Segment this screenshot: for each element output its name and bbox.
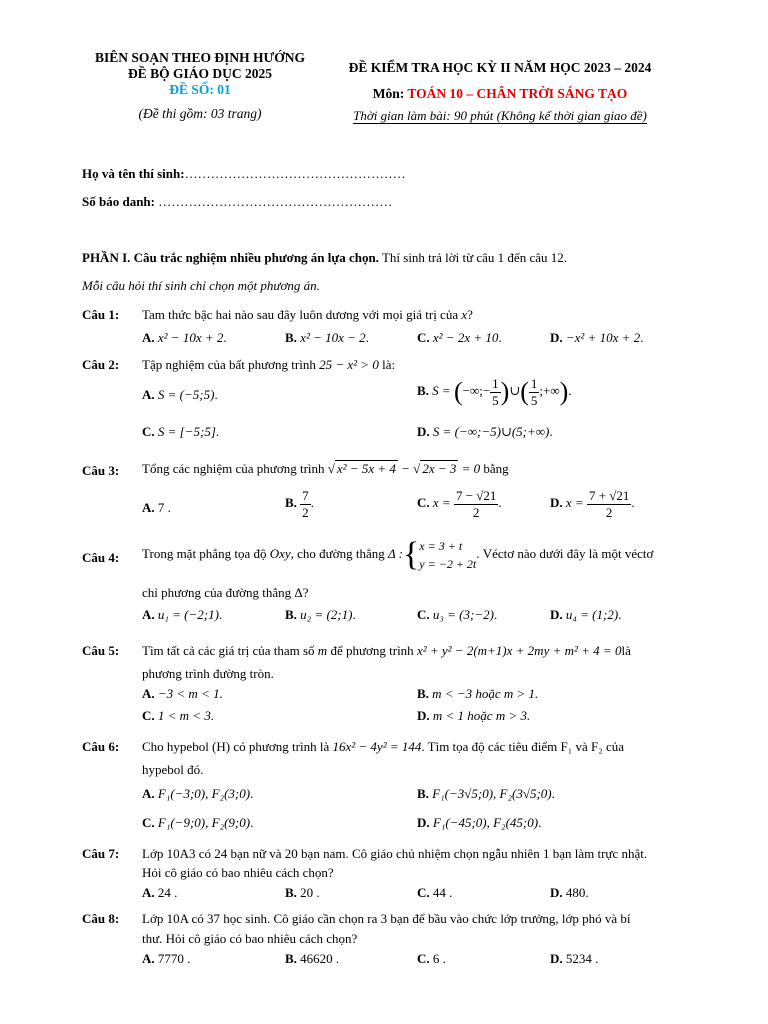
student-id-dots[interactable]: ……………………………………………… xyxy=(158,194,393,209)
subject-label: Môn: xyxy=(372,86,408,101)
q1-option-a[interactable]: A. x² − 10x + 2. xyxy=(142,330,227,345)
q2-label: Câu 2: xyxy=(82,357,120,372)
student-id-line xyxy=(82,194,392,210)
q7-label: Câu 7: xyxy=(82,846,120,861)
q6-option-b[interactable]: B. F₁(−3√5;0), F₂(3√5;0). xyxy=(417,786,555,801)
q4-text: Trong mặt phẳng tọa độ Oxy, cho đường thẳng Δ :{x = 3 + t y = −2 + 2t. Véctơ nào dưới đây là một véctơ xyxy=(142,536,654,573)
exam-code: ĐỀ SỐ: 01 xyxy=(169,82,231,97)
student-name-label: Họ và tên thí sinh: xyxy=(82,166,185,181)
q4-option-a[interactable]: A. u₁ = (−2;1). xyxy=(142,607,223,622)
q7-option-d[interactable]: D. 480. xyxy=(550,885,589,900)
q6-option-a[interactable]: A. F₁(−3;0), F₂(3;0). xyxy=(142,786,254,801)
q5-text-cont: phương trình đường tròn. xyxy=(142,666,274,681)
q4-option-c[interactable]: C. u₃ = (3;−2). xyxy=(417,607,498,622)
q2-text: Tập nghiệm của bất phương trình 25 − x² > 0 là: xyxy=(142,357,396,372)
q5-option-d[interactable]: D. m < 1 hoặc m > 3. xyxy=(417,708,531,723)
q8-option-c[interactable]: C. 6 . xyxy=(417,951,446,966)
q7-text-cont: Hỏi cô giáo có bao nhiêu cách chọn? xyxy=(142,865,334,880)
q4-label: Câu 4: xyxy=(82,550,120,565)
q8-option-a[interactable]: A. 7770 . xyxy=(142,951,191,966)
q6-option-d[interactable]: D. F₁(−45;0), F₂(45;0). xyxy=(417,815,542,830)
q8-option-d[interactable]: D. 5234 . xyxy=(550,951,599,966)
student-name-dots[interactable]: …………………………………………… xyxy=(184,166,406,181)
q2-option-a[interactable]: A. S = (−5;5). xyxy=(142,387,218,402)
q1-text: Tam thức bậc hai nào sau đây luôn dương với mọi giá trị của x? xyxy=(142,307,473,322)
q4-text-cont: chỉ phương của đường thẳng Δ? xyxy=(142,585,309,600)
q5-option-a[interactable]: A. −3 < m < 1. xyxy=(142,686,223,701)
q7-option-c[interactable]: C. 44 . xyxy=(417,885,453,900)
q1-option-d[interactable]: D. −x² + 10x + 2. xyxy=(550,330,644,345)
q5-label: Câu 5: xyxy=(82,643,120,658)
q5-option-c[interactable]: C. 1 < m < 3. xyxy=(142,708,215,723)
q2-option-b[interactable]: B. S = (−∞;− $\frac{1}{5}$ )∪( $\frac{1}{5}$ ;+∞). xyxy=(417,376,572,408)
q4-option-d[interactable]: D. u₄ = (1;2). xyxy=(550,607,622,622)
header-left xyxy=(70,50,330,122)
pages-note: (Đề thi gồm: 03 trang) xyxy=(138,106,262,121)
q3-text: Tổng các nghiệm của phương trình √ x² − 5x + 4 − √ 2x − 3 = 0 bằng xyxy=(142,461,509,476)
q6-label: Câu 6: xyxy=(82,739,120,754)
q6-text-cont: hypebol đó. xyxy=(142,762,204,777)
header-left-line1: BIÊN SOẠN THEO ĐỊNH HƯỚNG xyxy=(94,50,306,65)
subject-value: TOÁN 10 – CHÂN TRỜI SÁNG TẠO xyxy=(407,86,628,101)
section-instruction: Mỗi câu hỏi thí sinh chỉ chọn một phương án. xyxy=(82,278,320,293)
q8-text-cont: thư. Hỏi cô giáo có bao nhiêu cách chọn? xyxy=(142,931,358,946)
q7-option-a[interactable]: A. 24 . xyxy=(142,885,178,900)
q3-option-b[interactable]: B. $\frac{7}{2}$ . xyxy=(285,488,314,520)
section-title: PHẦN I. Câu trắc nghiệm nhiều phương án lựa chọn. Thí sinh trả lời từ câu 1 đến câu 12. xyxy=(82,250,567,265)
q2-option-c[interactable]: C. S = [−5;5]. xyxy=(142,424,220,439)
q6-text: Cho hypebol (H) có phương trình là 16x² − 4y² = 144. Tìm tọa độ các tiêu điểm F₁ và F₂ của xyxy=(142,739,625,754)
q3-option-a[interactable]: A. 7 . xyxy=(142,500,171,515)
q8-label: Câu 8: xyxy=(82,911,120,926)
student-name-line xyxy=(82,166,406,182)
header-right xyxy=(330,60,670,124)
q7-option-b[interactable]: B. 20 . xyxy=(285,885,320,900)
q3-option-d[interactable]: D. x = $\frac{7 + √21}{2}$ . xyxy=(550,488,635,520)
q7-text: Lớp 10A3 có 24 bạn nữ và 20 bạn nam. Cô giáo chủ nhiệm chọn ngẫu nhiên 1 bạn làm trực nhật. xyxy=(142,846,648,861)
q2-option-d[interactable]: D. S = (−∞;−5)∪(5;+∞). xyxy=(417,424,553,439)
q3-label: Câu 3: xyxy=(82,463,120,478)
q5-text: Tìm tất cả các giá trị của tham số m để phương trình x² + y² − 2(m+1)x + 2my + m² + 4 = 0là xyxy=(142,643,631,658)
header-left-line2: ĐỀ BỘ GIÁO DỤC 2025 xyxy=(127,66,272,81)
q8-option-b[interactable]: B. 46620 . xyxy=(285,951,340,966)
q3-option-c[interactable]: C. x = $\frac{7 - √21}{2}$ . xyxy=(417,488,502,520)
q8-text: Lớp 10A có 37 học sinh. Cô giáo cần chọn ra 3 bạn để bầu vào chức lớp trưởng, lớp phó và bí xyxy=(142,911,631,926)
q4-option-b[interactable]: B. u₂ = (2;1). xyxy=(285,607,356,622)
student-id-label: Số báo danh: xyxy=(82,194,159,209)
q1-option-b[interactable]: B. x² − 10x − 2. xyxy=(285,330,369,345)
q1-label: Câu 1: xyxy=(82,307,120,322)
exam-title: ĐỀ KIỂM TRA HỌC KỲ II NĂM HỌC 2023 – 2024 xyxy=(348,60,652,75)
time-note: Thời gian làm bài: 90 phút (Không kể thời gian giao đề) xyxy=(353,108,647,123)
subject-line xyxy=(330,86,670,102)
q6-option-c[interactable]: C. F₁(−9;0), F₂(9;0). xyxy=(142,815,254,830)
q5-option-b[interactable]: B. m < −3 hoặc m > 1. xyxy=(417,686,539,701)
q1-option-c[interactable]: C. x² − 2x + 10. xyxy=(417,330,502,345)
